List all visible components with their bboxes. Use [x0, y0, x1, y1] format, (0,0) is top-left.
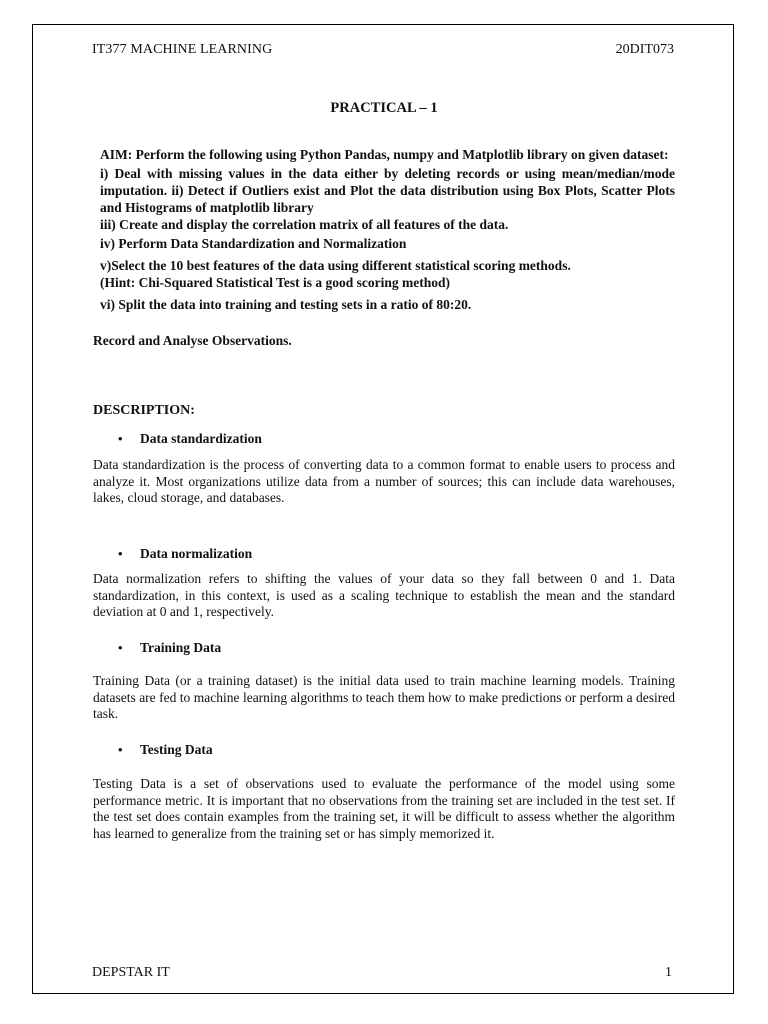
section-title-standardization [118, 431, 262, 447]
section-text-normalization: Data normalization refers to shifting the values of your data so they fall between 0 and 1. Data standardization, in this context, is used as a scaling technique to establish the mean and the standard deviation at 0 and 1, respectively. [93, 571, 675, 620]
section-title-text: Testing Data [140, 742, 213, 757]
footer-page-number: 1 [665, 965, 672, 980]
aim-hint: (Hint: Chi-Squared Statistical Test is a good scoring method) [100, 275, 451, 290]
bullet-icon: • [118, 640, 123, 655]
aim-item-4: iv) Perform Data Standardization and Normalization [100, 236, 407, 251]
section-title-text: Data normalization [140, 546, 253, 561]
bullet-icon: • [118, 742, 123, 757]
section-text-testing-data: Testing Data is a set of observations used to evaluate the performance of the model using some performance metric. It is important that no observations from the training set are included in the test set. If the test set does contain examples from the training set, it will be difficult to assess whether the algorithm has learned to generalize from the training set or has simply memorized it. [93, 776, 675, 842]
description-heading: DESCRIPTION: [93, 403, 195, 418]
bullet-icon: • [118, 546, 123, 561]
aim-block [100, 146, 675, 313]
page-title: PRACTICAL – 1 [330, 100, 438, 116]
section-text-training-data: Training Data (or a training dataset) is the initial data used to train machine learning models. Training datasets are fed to machine learning algorithms to teach them how to make predictions or perform a desired task. [93, 673, 675, 722]
footer-department: DEPSTAR IT [92, 965, 170, 980]
aim-record: Record and Analyse Observations. [93, 333, 292, 348]
section-text-standardization: Data standardization is the process of converting data to a common format to enable users to process and analyze it. Most organizations utilize data from a number of sources; this can include data warehouses, lakes, cloud storage, and databases. [93, 457, 675, 506]
bullet-icon: • [118, 431, 123, 446]
aim-item-3: iii) Create and display the correlation matrix of all features of the data. [100, 217, 509, 232]
header-course: IT377 MACHINE LEARNING [92, 42, 273, 57]
aim-item-1: i) Deal with missing values in the data either by deleting records or using mean/median/mode imputation. ii) Detect if Outliers exist and Plot the data distribution using Box Plots, Scatter Plots and Histograms of matplotlib library [100, 166, 675, 215]
section-title-normalization [118, 546, 252, 562]
section-title-text: Training Data [140, 640, 222, 655]
aim-item-5: v)Select the 10 best features of the data using different statistical scoring methods. [100, 258, 571, 273]
section-title-text: Data standardization [140, 431, 262, 446]
section-title-testing-data [118, 742, 213, 758]
aim-intro: AIM: Perform the following using Python Pandas, numpy and Matplotlib library on given dataset: [100, 147, 669, 162]
header-student-id: 20DIT073 [615, 42, 674, 57]
aim-item-6: vi) Split the data into training and testing sets in a ratio of 80:20. [100, 297, 472, 312]
section-title-training-data [118, 640, 221, 656]
